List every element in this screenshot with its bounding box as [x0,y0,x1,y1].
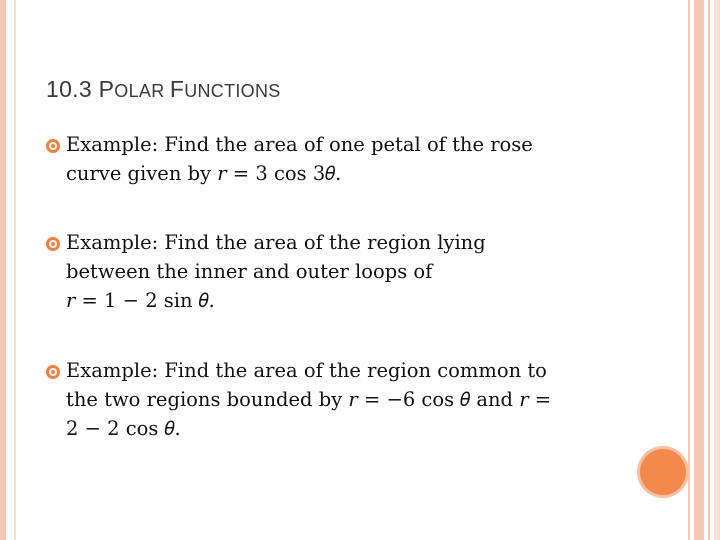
title-part: OLAR [114,81,170,101]
bullet-circle-icon [46,237,60,251]
title-part: UNCTIONS [184,81,281,101]
example-item [46,356,616,443]
right-border-stripe-3 [708,0,710,540]
example-item [46,130,616,188]
example-list [46,130,616,443]
example-line: between the inner and outer loops of [66,260,433,283]
right-border-stripe-2 [694,0,704,540]
right-border-stripe-4 [714,0,720,540]
slide-title [46,76,281,103]
right-border-stripe-1 [688,0,690,540]
title-part: 10.3 P [46,76,115,102]
left-border-thin-stripe [14,0,16,540]
example-line: 𝑟 = 1 − 2 sin 𝜃. [66,289,215,312]
title-part: F [169,76,185,102]
bullet-circle-icon [46,365,60,379]
example-item [46,228,616,315]
example-line: Example: Find the area of the region common to [66,359,547,382]
example-line: curve given by 𝑟 = 3 cos 3𝜃. [66,162,342,185]
bullet-circle-icon [46,139,60,153]
example-line: Example: Find the area of one petal of the rose [66,133,533,156]
example-line: 2 − 2 cos 𝜃. [66,417,181,440]
example-line: the two regions bounded by 𝑟 = −6 cos 𝜃 and 𝑟 = [66,388,552,411]
left-border-stripe [0,0,6,540]
example-line: Example: Find the area of the region lying [66,231,486,254]
decorative-orange-circle [640,449,686,495]
